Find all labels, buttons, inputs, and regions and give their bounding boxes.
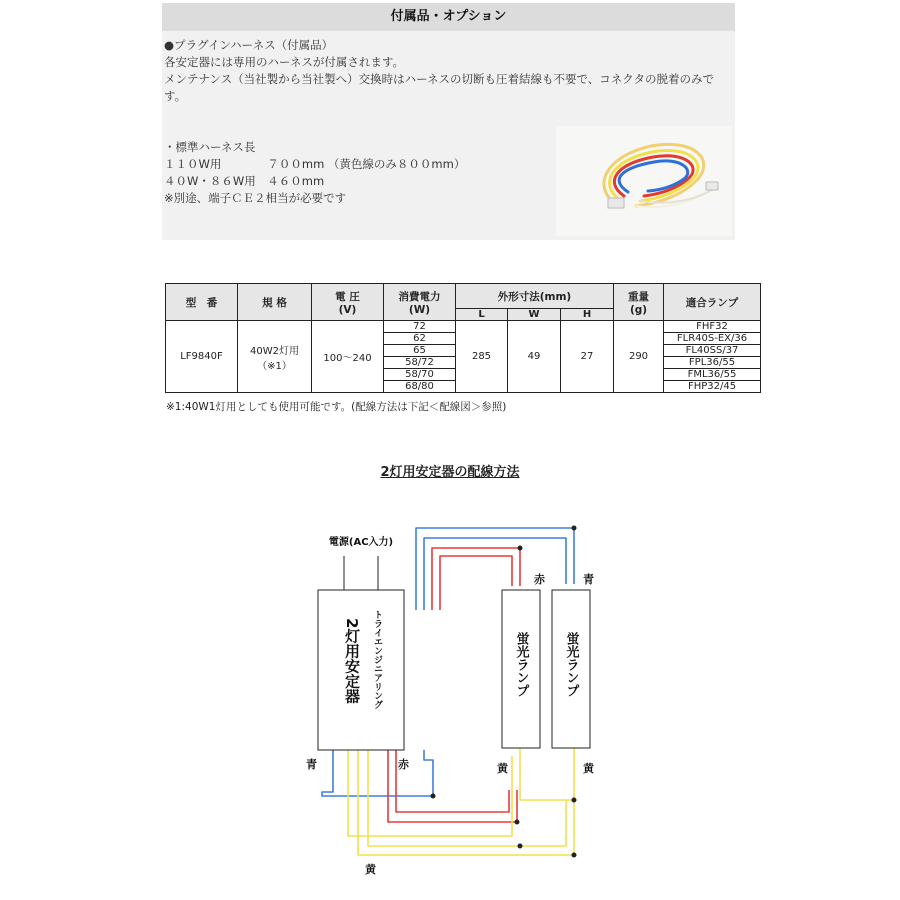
label-blue-top: 青 bbox=[583, 573, 594, 586]
junction-dot bbox=[515, 820, 520, 825]
section-title: 付属品・オプション bbox=[162, 3, 735, 31]
header-L: L bbox=[456, 309, 508, 321]
header-power-unit: (W) bbox=[408, 303, 431, 316]
wire-yellow-lamps bbox=[520, 748, 574, 800]
cell-standard-line2: （※1） bbox=[257, 360, 292, 372]
cell-power: 65 bbox=[384, 345, 456, 357]
cell-standard-line1: 40W2灯用 bbox=[250, 345, 299, 357]
junction-dot bbox=[518, 546, 523, 551]
cell-lamp: FPL36/55 bbox=[664, 357, 761, 369]
wire-yellow-1 bbox=[358, 748, 574, 855]
junction-dot bbox=[572, 798, 577, 803]
cell-power: 62 bbox=[384, 333, 456, 345]
power-label: 電源(AC入力) bbox=[328, 537, 394, 548]
header-H: H bbox=[561, 309, 614, 321]
lamp-2-label: 蛍光ランプ bbox=[563, 632, 579, 697]
length-40w: ４０W・８６W用 ４６０mm bbox=[164, 174, 325, 188]
ballast-brand-label: トライエンジニアリング bbox=[372, 610, 382, 709]
cell-H: 27 bbox=[561, 321, 614, 393]
harness-line-1: 各安定器には専用のハーネスが付属されます。 bbox=[164, 55, 405, 69]
junction-dot bbox=[431, 794, 436, 799]
junction-dot bbox=[518, 844, 523, 849]
cell-model: LF9840F bbox=[166, 321, 238, 393]
cell-lamp: FML36/55 bbox=[664, 369, 761, 381]
cell-lamp: FHP32/45 bbox=[664, 381, 761, 393]
cell-power: 58/70 bbox=[384, 369, 456, 381]
cell-power: 72 bbox=[384, 321, 456, 333]
length-note: ※別途、端子ＣＥ２相当が必要です bbox=[164, 191, 347, 205]
length-110w: １１０W用 ７００mm （黄色線のみ８００mm） bbox=[164, 157, 466, 171]
header-W: W bbox=[508, 309, 561, 321]
harness-line-2b: す。 bbox=[164, 89, 187, 103]
ballast-main-label: 2灯用安定器 bbox=[343, 618, 361, 704]
cell-L: 285 bbox=[456, 321, 508, 393]
cell-voltage: 100～240 bbox=[312, 321, 384, 393]
cell-power: 68/80 bbox=[384, 381, 456, 393]
header-standard: 規 格 bbox=[238, 284, 312, 321]
header-weight-label: 重量 bbox=[628, 290, 649, 303]
wire-red-bottom-2 bbox=[396, 750, 509, 812]
label-yellow-lamp1: 黄 bbox=[497, 762, 508, 775]
length-heading: ・標準ハーネス長 bbox=[164, 140, 256, 154]
label-red-left: 赤 bbox=[398, 758, 409, 771]
diagram-title-text: 2灯用安定器の配線方法 bbox=[380, 465, 520, 480]
header-dims: 外形寸法(mm) bbox=[456, 284, 614, 309]
cell-power: 58/72 bbox=[384, 357, 456, 369]
cell-lamp: FHF32 bbox=[664, 321, 761, 333]
harness-line-2a: メンテナンス（当社製から当社製へ）交換時はハーネスの切断も圧着結線も不要で、コネクタの脱着のみで bbox=[164, 72, 715, 86]
wire-blue-bottom bbox=[322, 750, 433, 796]
header-model: 型 番 bbox=[166, 284, 238, 321]
header-voltage-label: 電 圧 bbox=[335, 290, 360, 303]
lamp-1-label: 蛍光ランプ bbox=[513, 632, 529, 697]
wire-yellow-3 bbox=[348, 750, 512, 836]
ballast-box bbox=[318, 590, 404, 750]
wire-red-inner bbox=[440, 556, 512, 610]
junction-dot bbox=[572, 526, 577, 531]
cell-lamp: FL40SS/37 bbox=[664, 345, 761, 357]
header-lamps: 適合ランプ bbox=[664, 284, 761, 321]
header-weight-unit: (g) bbox=[629, 303, 648, 316]
label-yellow-lamp2: 黄 bbox=[583, 762, 594, 775]
header-power-label: 消費電力 bbox=[398, 290, 441, 303]
junction-dot bbox=[572, 853, 577, 858]
table-note: ※1:40W1灯用としても使用可能です。(配線方法は下記＜配線図＞参照) bbox=[166, 401, 507, 413]
harness-heading: ●プラグインハーネス（付属品） bbox=[164, 38, 334, 52]
label-blue-left: 青 bbox=[306, 758, 317, 771]
cell-weight: 290 bbox=[614, 321, 664, 393]
cell-lamp: FLR40S-EX/36 bbox=[664, 333, 761, 345]
label-red-top: 赤 bbox=[534, 573, 545, 586]
cell-W: 49 bbox=[508, 321, 561, 393]
header-voltage-unit: (V) bbox=[338, 303, 357, 316]
label-yellow-bottom: 黄 bbox=[365, 863, 376, 876]
